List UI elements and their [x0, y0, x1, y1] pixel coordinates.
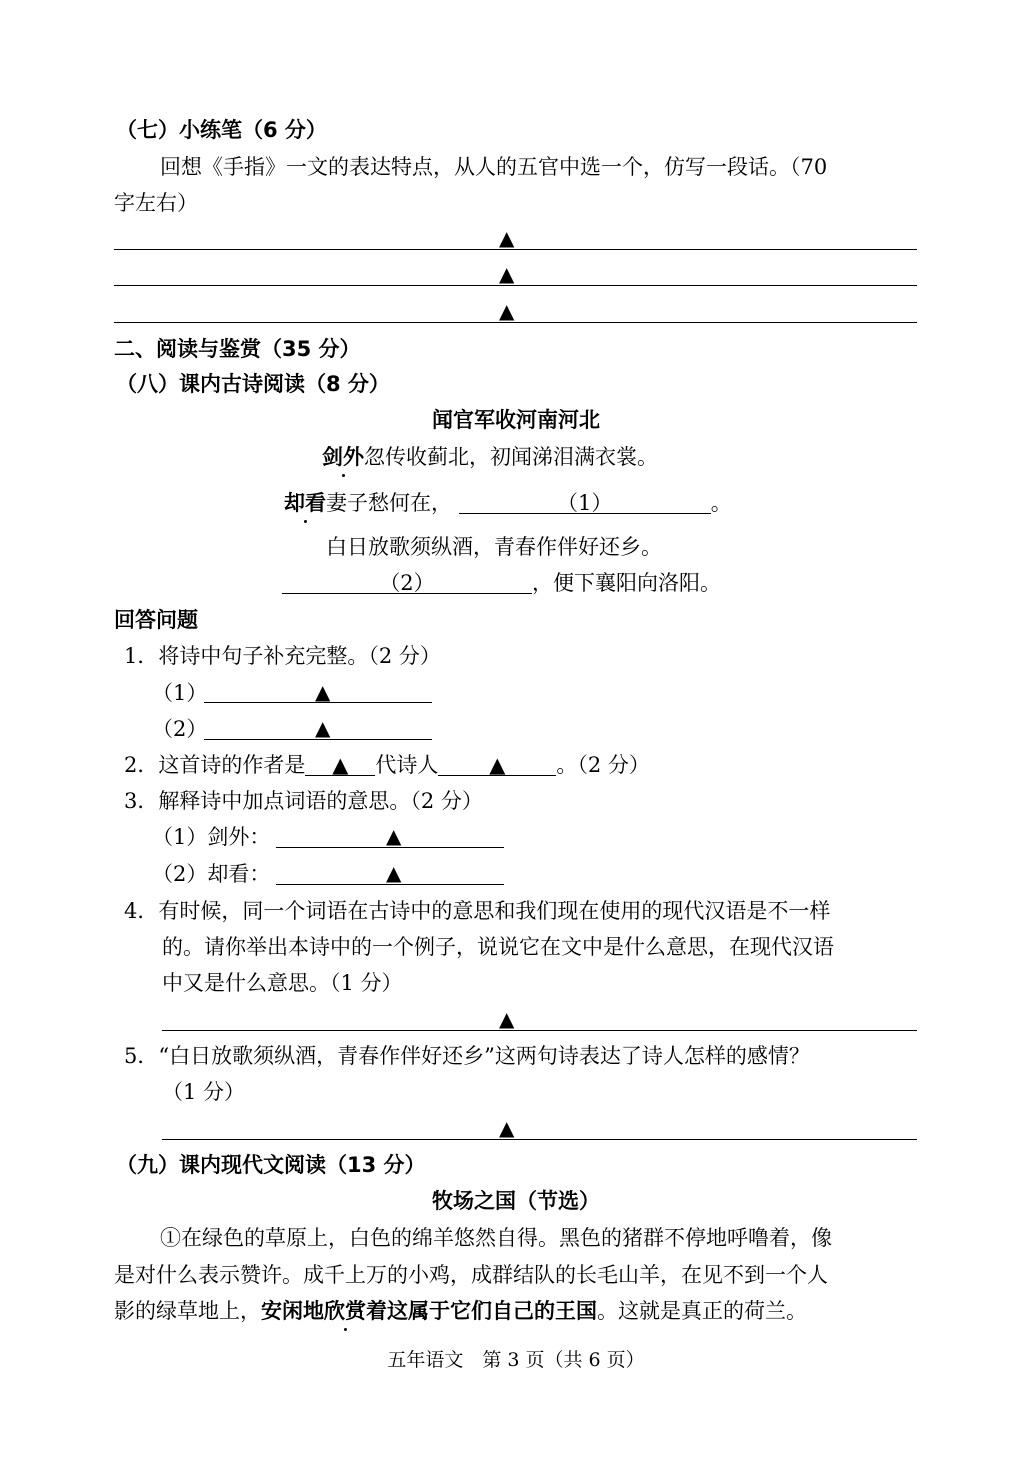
passage-line1: ①在绿色的草原上，白色的绵羊悠然自得。黑色的猪群不停地呼噜着，像: [160, 1226, 832, 1250]
poem-blank-1[interactable]: （1）: [459, 489, 711, 514]
page-footer: 五年语文 第 3 页（共 6 页）: [387, 1349, 645, 1371]
passage-bold-a: 安闲地: [261, 1299, 324, 1323]
section7-prompt-line1: 回想《手指》一文的表达特点，从人的五官中选一个，仿写一段话。（70: [160, 155, 828, 179]
part2-heading: 二、阅读与鉴赏（35 分）: [114, 337, 361, 361]
answer-mark-1: ▲: [499, 226, 515, 250]
question-3-a-mark: ▲: [386, 824, 402, 848]
question-2-blank-b[interactable]: [438, 751, 556, 776]
poem-line-4-rest: ，便下襄阳向洛阳。: [532, 571, 721, 595]
section7-heading: （七）小练笔（6 分）: [116, 118, 327, 142]
question-2: [124, 751, 650, 779]
question-5-line2: （1 分）: [162, 1080, 246, 1104]
section8-heading: （八）课内古诗阅读（8 分）: [116, 372, 390, 396]
question-3-a-label: （1）剑外：: [152, 825, 271, 849]
question-4-line3: 中又是什么意思。（1 分）: [162, 971, 403, 995]
question-2-text-c: 。（2 分）: [556, 753, 650, 777]
question-1: 1．将诗中句子补充完整。（2 分）: [124, 644, 441, 668]
passage-line3-a: 影的绿草地上，: [114, 1299, 261, 1323]
question-1-b-mark: ▲: [315, 716, 331, 740]
poem-line-1-rest: 忽传收蓟北，初闻涕泪满衣裳。: [364, 445, 658, 469]
question-5-answer-line[interactable]: [162, 1139, 917, 1140]
poem-line-4: [282, 569, 721, 597]
question-1-a-mark: ▲: [315, 680, 331, 704]
poem-blank-2[interactable]: （2）: [282, 569, 532, 594]
poem-line-2-rest: 妻子愁何在，: [326, 491, 452, 515]
question-4-mark: ▲: [499, 1007, 515, 1031]
question-4-line1: 4．有时候，同一个词语在古诗中的意思和我们现在使用的现代汉语是不一样: [124, 899, 831, 923]
poem-line-2: [284, 489, 732, 517]
question-2-mark-a: ▲: [332, 753, 349, 777]
passage-bold-b: 着这属于它们自己的王国: [366, 1299, 597, 1323]
question-5-line1: 5．“白日放歌须纵酒，青春作伴好还乡”这两句诗表达了诗人怎样的感情？: [124, 1044, 810, 1068]
question-2-text-a: 2．这首诗的作者是: [124, 753, 306, 777]
answer-mark-2: ▲: [499, 262, 515, 286]
question-4-answer-line[interactable]: [162, 1030, 917, 1031]
poem-dotted-word-2: 却看: [284, 491, 326, 515]
answer-line-1[interactable]: [114, 249, 917, 250]
poem-line-3: 白日放歌须纵酒，青春作伴好还乡。: [326, 535, 662, 559]
passage-line3: [114, 1297, 807, 1325]
section7-prompt-line2: 字左右）: [114, 191, 198, 215]
poem-dotted-word-1: 剑外: [322, 445, 364, 469]
question-5-mark: ▲: [499, 1116, 515, 1140]
answer-heading: 回答问题: [114, 608, 198, 632]
poem-line-1: [322, 443, 658, 471]
passage-line3-c: 。这就是真正的荷兰。: [597, 1299, 807, 1323]
answer-line-2[interactable]: [114, 285, 917, 286]
question-3-b-mark: ▲: [386, 861, 402, 885]
passage-dotted-word: 欣赏: [324, 1299, 366, 1323]
question-4-line2: 的。请你举出本诗中的一个例子，说说它在文中是什么意思，在现代汉语: [162, 935, 834, 959]
passage-line2: 是对什么表示赞许。成千上万的小鸡，成群结队的长毛山羊，在见不到一个人: [114, 1263, 828, 1287]
question-2-text-b: 代诗人: [375, 753, 439, 777]
section9-heading: （九）课内现代文阅读（13 分）: [116, 1153, 426, 1177]
question-3-b-label: （2）却看：: [152, 862, 271, 886]
question-1-b-label: （2）: [152, 717, 208, 741]
answer-mark-3: ▲: [499, 299, 515, 323]
question-1-a-label: （1）: [152, 681, 208, 705]
answer-line-3[interactable]: [114, 322, 917, 323]
poem-title: 闻官军收河南河北: [432, 408, 600, 432]
question-2-blank-a[interactable]: [305, 751, 375, 776]
poem-line-2-end: 。: [710, 491, 732, 515]
passage-title: 牧场之国（节选）: [432, 1189, 600, 1213]
question-3: 3．解释诗中加点词语的意思。（2 分）: [124, 789, 483, 813]
question-2-mark-b: ▲: [489, 753, 506, 777]
